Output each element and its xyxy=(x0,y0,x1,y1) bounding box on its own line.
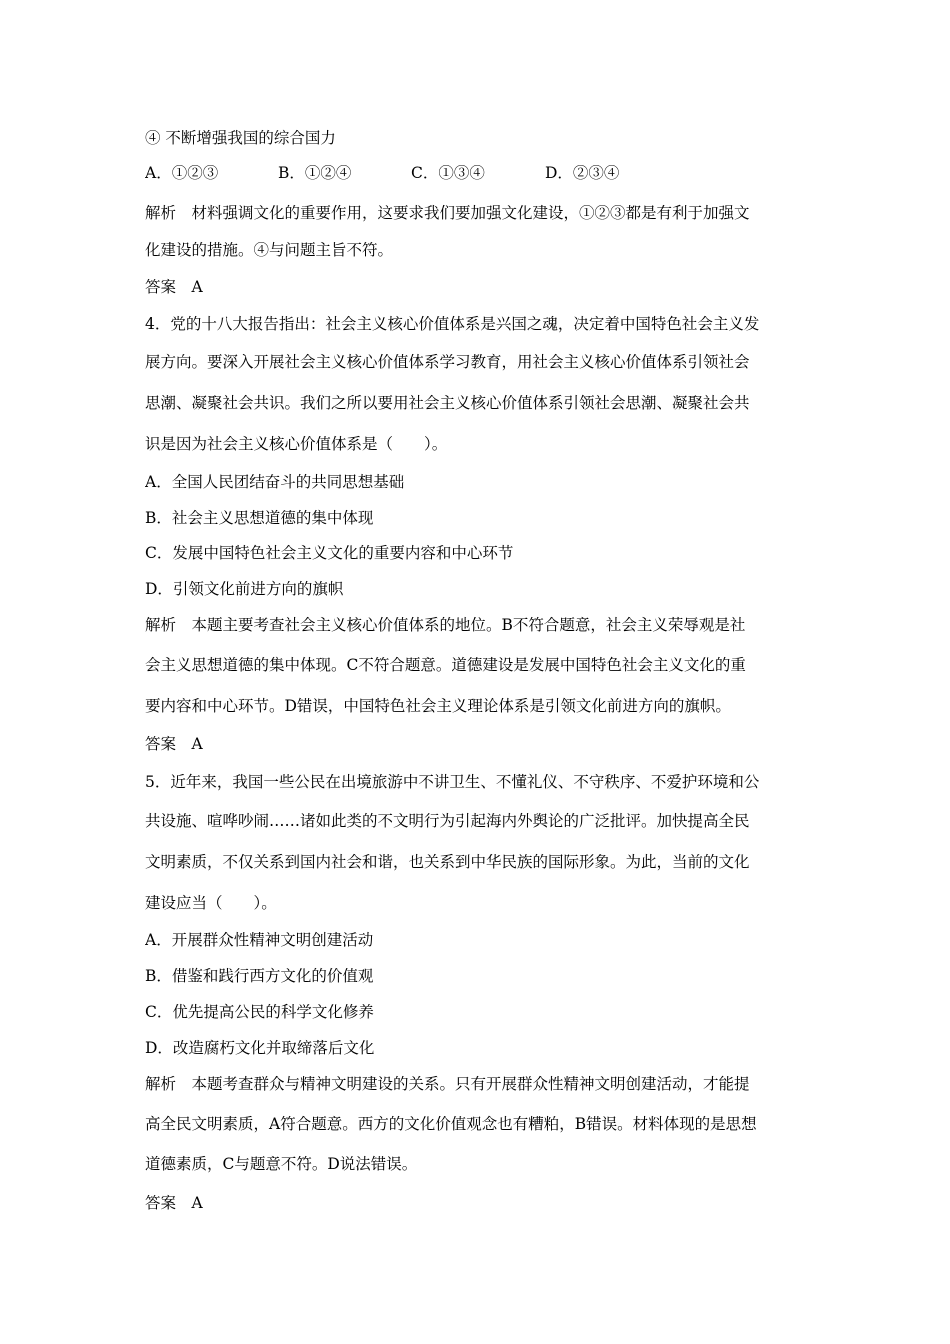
q4-answer: 答案 A xyxy=(145,735,203,753)
q5-option-b: B．借鉴和践行西方文化的价值观 xyxy=(145,967,374,985)
q4-stem-line-1: 4．党的十八大报告指出：社会主义核心价值体系是兴国之魂，决定着中国特色社会主义发 xyxy=(145,315,760,333)
q4-option-b: B．社会主义思想道德的集中体现 xyxy=(145,509,374,527)
q5-stem-line-1: 5．近年来，我国一些公民在出境旅游中不讲卫生、不懂礼仪、不守秩序、不爱护环境和公 xyxy=(145,773,760,791)
q3-option-b: B．①②④ xyxy=(278,164,352,182)
q4-option-c: C．发展中国特色社会主义文化的重要内容和中心环节 xyxy=(145,544,514,562)
q4-option-d: D．引领文化前进方向的旗帜 xyxy=(145,580,344,598)
q4-analysis-line-2: 会主义思想道德的集中体现。C不符合题意。道德建设是发展中国特色社会主义文化的重 xyxy=(145,656,746,674)
q4-stem-line-3: 思潮、凝聚社会共识。我们之所以要用社会主义核心价值体系引领社会思潮、凝聚社会共 xyxy=(145,394,750,412)
q3-item-4: ④ 不断增强我国的综合国力 xyxy=(145,129,336,147)
q5-stem-line-3: 文明素质，不仅关系到国内社会和谐，也关系到中华民族的国际形象。为此，当前的文化 xyxy=(145,853,750,871)
q4-analysis-line-1: 解析 本题主要考查社会主义核心价值体系的地位。B不符合题意，社会主义荣辱观是社 xyxy=(145,616,746,634)
q3-analysis-line-2: 化建设的措施。④与问题主旨不符。 xyxy=(145,241,394,259)
q4-analysis-line-3: 要内容和中心环节。D错误，中国特色社会主义理论体系是引领文化前进方向的旗帜。 xyxy=(145,697,731,715)
q3-option-d: D．②③④ xyxy=(545,164,620,182)
q5-option-c: C．优先提高公民的科学文化修养 xyxy=(145,1003,374,1021)
q5-answer: 答案 A xyxy=(145,1194,203,1212)
q5-stem-line-4: 建设应当（ ）。 xyxy=(145,894,277,912)
q3-option-a: A．①②③ xyxy=(145,164,219,182)
q4-stem-line-4: 识是因为社会主义核心价值体系是（ ）。 xyxy=(145,435,448,453)
q5-stem-line-2: 共设施、喧哗吵闹……诸如此类的不文明行为引起海内外舆论的广泛批评。加快提高全民 xyxy=(145,812,750,830)
q4-stem-line-2: 展方向。要深入开展社会主义核心价值体系学习教育，用社会主义核心价值体系引领社会 xyxy=(145,353,750,371)
q3-answer: 答案 A xyxy=(145,278,203,296)
q5-analysis-line-3: 道德素质，C与题意不符。D说法错误。 xyxy=(145,1155,418,1173)
q5-option-d: D．改造腐朽文化并取缔落后文化 xyxy=(145,1039,375,1057)
q5-option-a: A．开展群众性精神文明创建活动 xyxy=(145,931,374,949)
q4-option-a: A．全国人民团结奋斗的共同思想基础 xyxy=(145,473,405,491)
q5-analysis-line-2: 高全民文明素质，A符合题意。西方的文化价值观念也有糟粕，B错误。材料体现的是思想 xyxy=(145,1115,757,1133)
q3-options-row xyxy=(145,163,810,183)
q3-analysis-line-1: 解析 材料强调文化的重要作用，这要求我们要加强文化建设，①②③都是有利于加强文 xyxy=(145,204,750,222)
q3-option-c: C．①③④ xyxy=(411,164,485,182)
q5-analysis-line-1: 解析 本题考查群众与精神文明建设的关系。只有开展群众性精神文明创建活动，才能提 xyxy=(145,1075,750,1093)
